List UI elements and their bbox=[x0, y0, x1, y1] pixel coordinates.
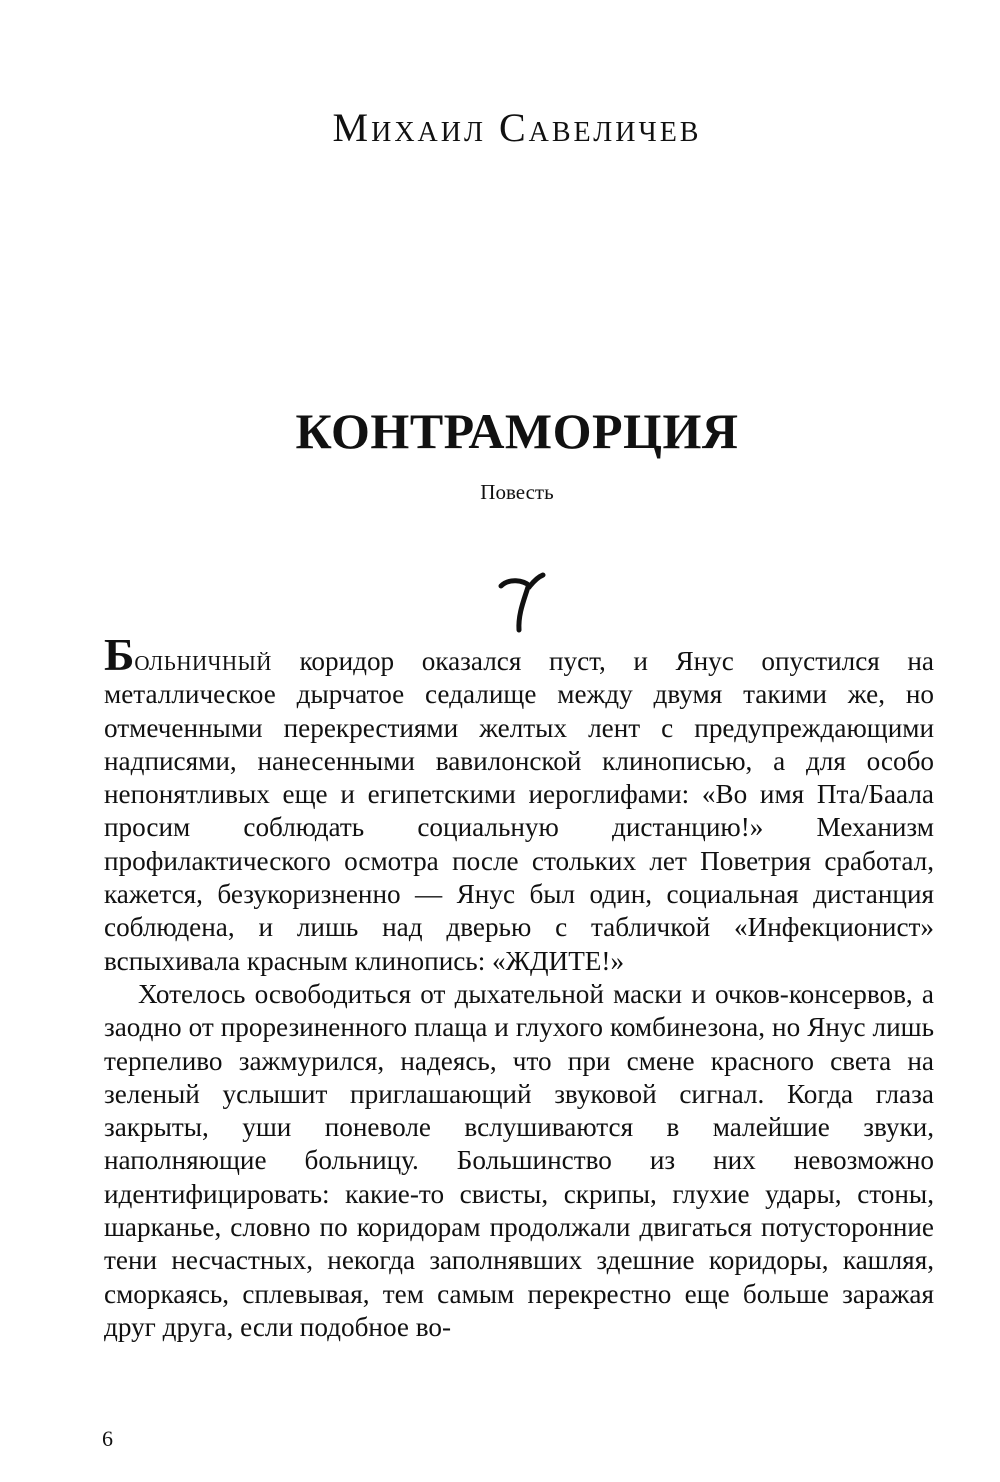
lead-in-word: ольничный bbox=[134, 644, 272, 677]
paragraph-1 bbox=[104, 629, 934, 978]
running-header-author: Михаил Савеличев bbox=[332, 105, 702, 150]
paragraph-1-text: коридор оказался пуст, и Янус опустился на металлическое дырчатое седалище между двумя такими же, но отмеченными перекрестиями желтых лент с предупреждающими надписями, нанесенными вавилонской клинописью, а для особо непонятливых еще и египетскими иероглифами: «Во имя Пта/Баала просим соблюдать социальную дистанцию!» Механизм профилактического осмотра после стольких лет Поветрия сработал, кажется, безукоризненно — Янус был один, социальная дистанция соблюдена, и лишь над дверью с табличкой «Инфекционист» вспыхивала красным клинопись: «ЖДИТЕ!» bbox=[104, 646, 934, 976]
drop-cap: Б bbox=[104, 629, 135, 680]
paragraph-2: Хотелось освободиться от дыхательной маски и очков-консервов, а заодно от прорезиненного плаща и глухого комбинезона, но Янус лишь терпеливо зажмурился, надеясь, что при смене красного света на зеленый услышит приглашающий звуковой сигнал. Когда глаза закрыты, уши поневоле вслушиваются в малейшие звуки, наполняющие больницу. Большинство из них невозможно идентифицировать: какие-то свисты, скрипы, глухие удары, стоны, шарканье, словно по коридорам продолжали двигаться потусторонние тени несчастных, некогда заполнявших здешние коридоры, кашляя, сморкаясь, сплевывая, тем самым перекрестно еще больше заражая друг друга, если подобное во- bbox=[104, 978, 934, 1342]
page-number: 6 bbox=[102, 1426, 113, 1451]
story-text bbox=[104, 629, 934, 1344]
story-title: КОНТРАМОРЦИЯ bbox=[295, 403, 739, 459]
cuneiform-sign-icon bbox=[497, 572, 547, 634]
story-subtitle: Повесть bbox=[480, 480, 554, 504]
